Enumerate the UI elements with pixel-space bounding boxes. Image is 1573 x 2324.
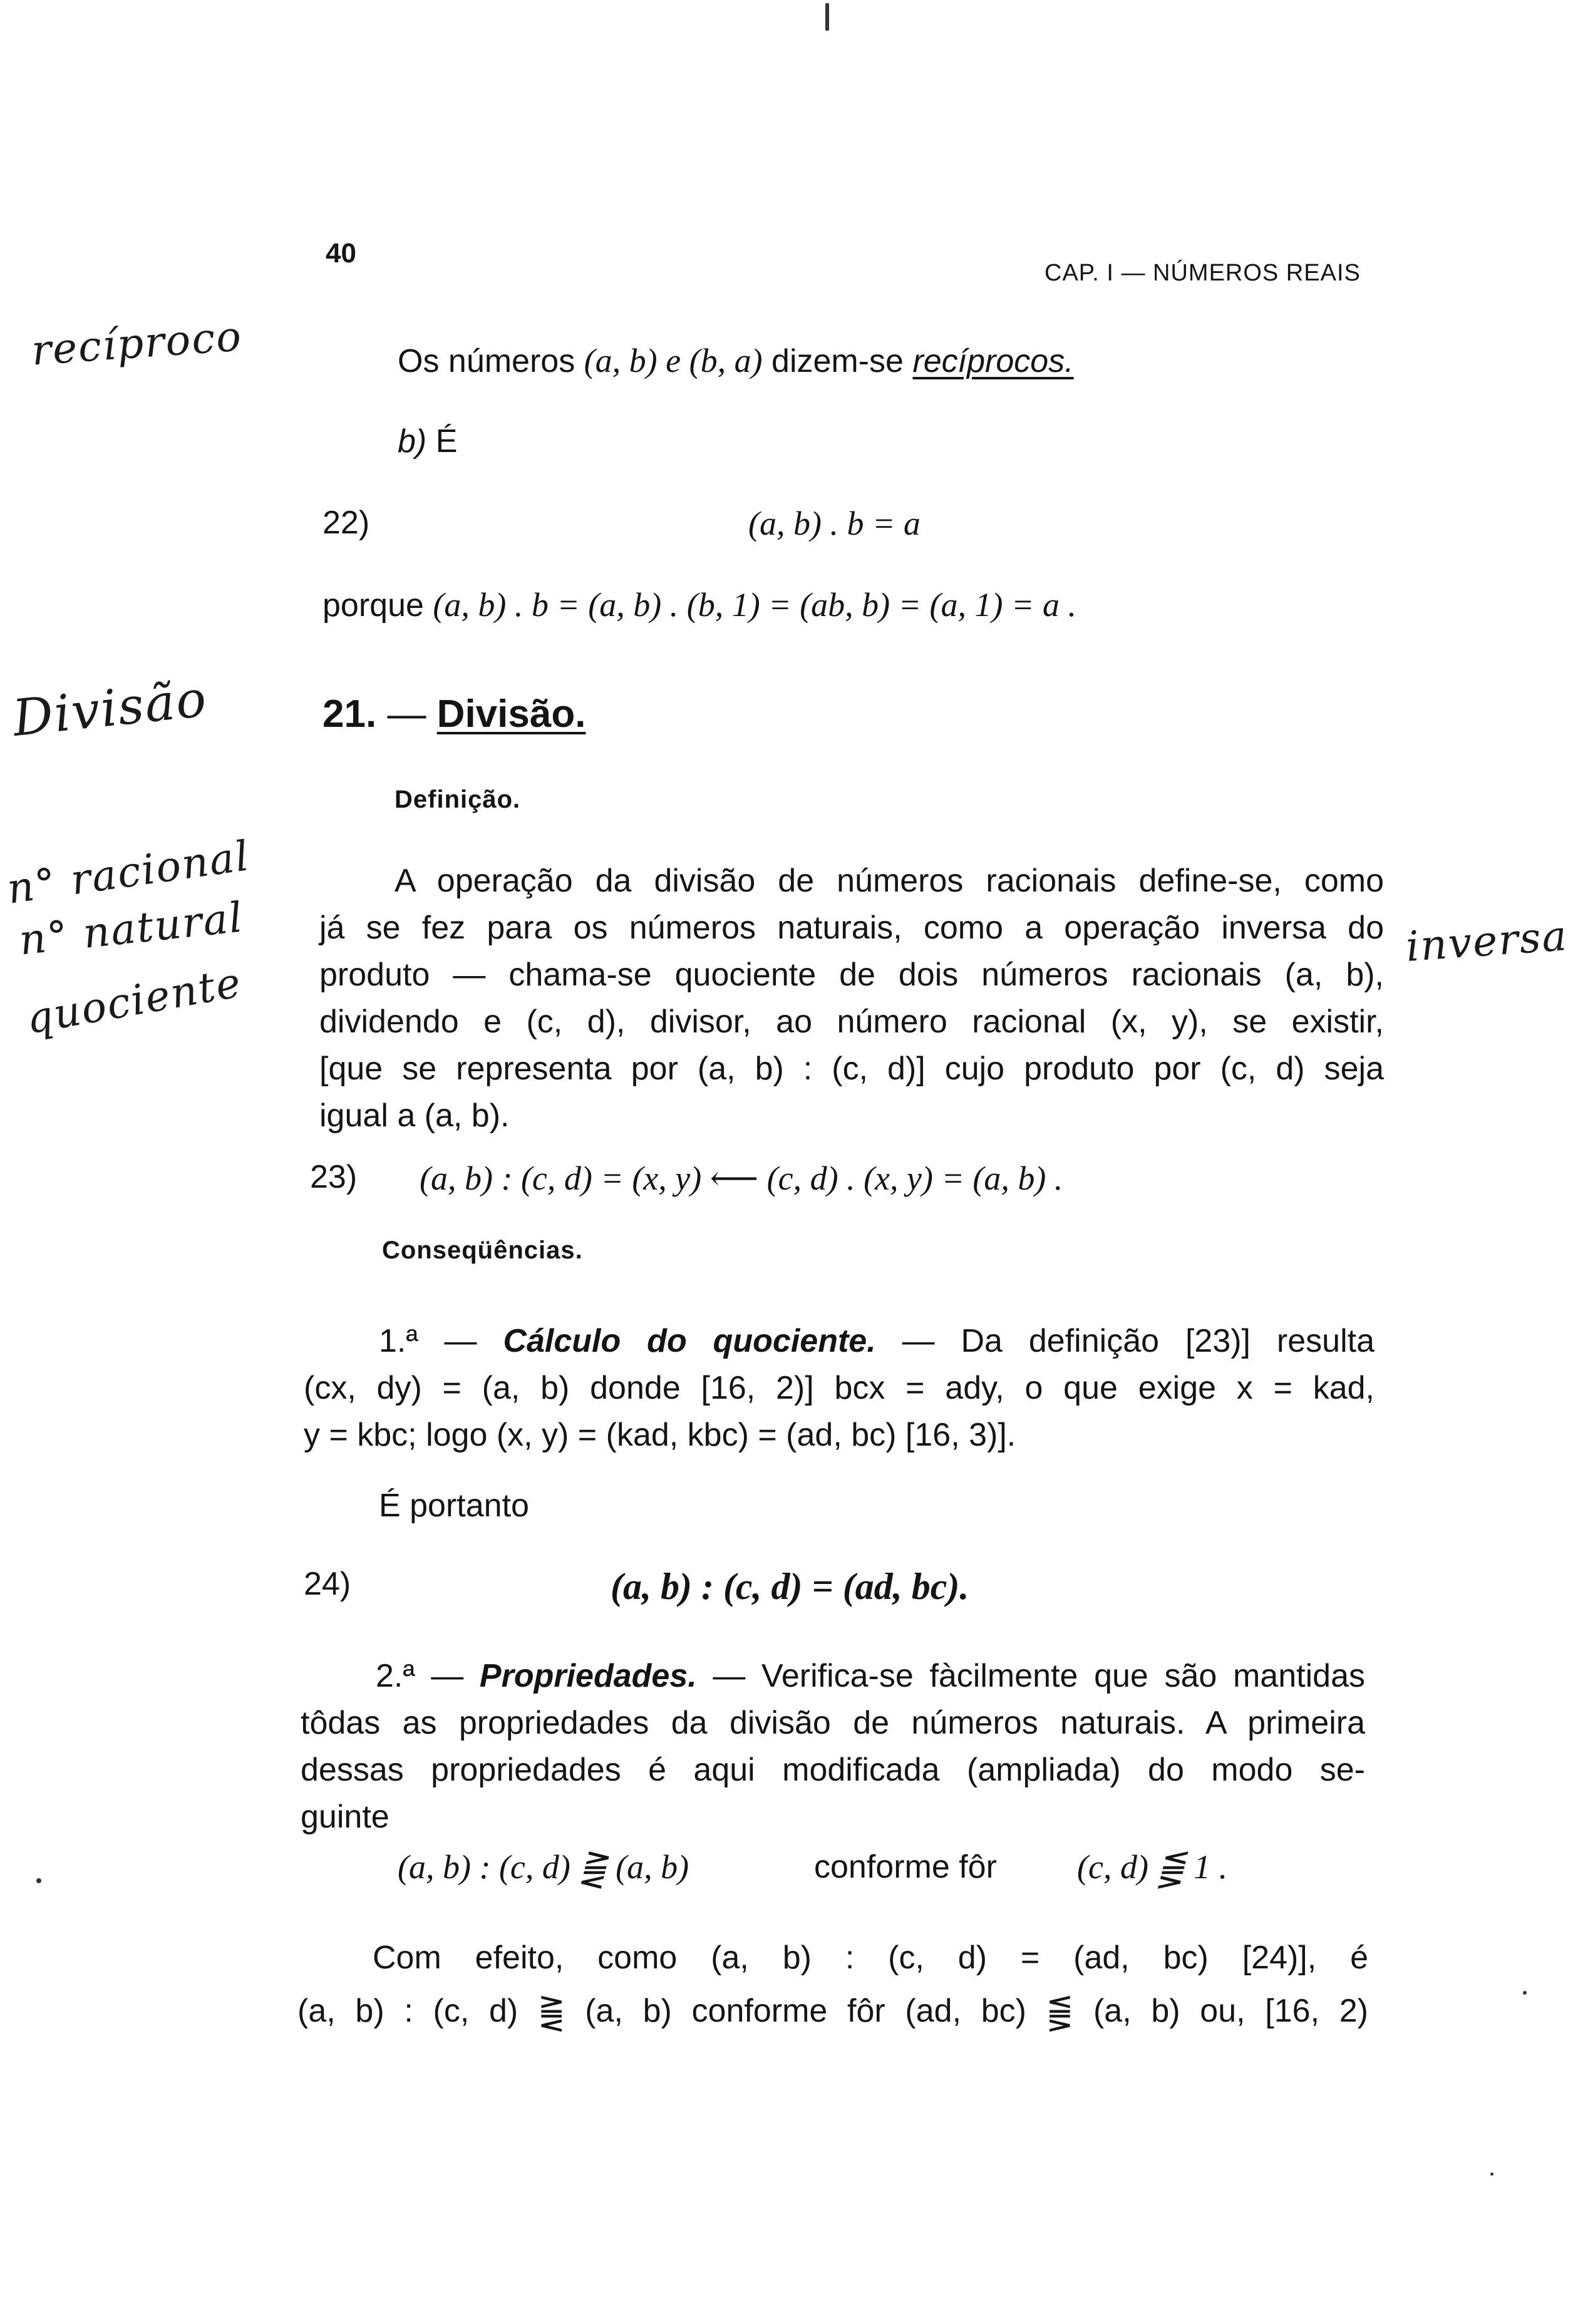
eq24-label: 24) <box>304 1566 351 1602</box>
item2-line: guinte <box>301 1799 389 1835</box>
final-line: (a, b) : (c, d) ⪌ (a, b) conforme fôr (ad, bc) ⪋ (a, b) ou, [16, 2) <box>297 1993 1368 2029</box>
scan-speck <box>1490 2172 1493 2176</box>
margin-note-n-natural: n° natural <box>16 893 246 965</box>
intro-line <box>398 341 1074 380</box>
consequencias-heading: Conseqüências. <box>382 1237 583 1264</box>
eq23-label: 23) <box>310 1159 358 1195</box>
eq22-expression: (a, b) . b = a <box>748 505 921 542</box>
item1-line: — Da definição [23)] resulta <box>902 1323 1374 1359</box>
running-header: CAP. I — NÚMEROS REAIS <box>1044 260 1361 286</box>
item1-paragraph <box>304 1318 1374 1459</box>
definition-line: A operação da divisão de números racionais define-se, como <box>395 863 1384 899</box>
section-dash: — <box>387 692 426 736</box>
section-number: 21. <box>322 692 377 736</box>
eq24-expression: (a, b) : (c, d) = (ad, bc). <box>611 1566 969 1607</box>
item2-ordinal: 2.ª — <box>376 1658 464 1694</box>
definition-line: igual a (a, b). <box>319 1098 510 1134</box>
definition-line: [que se representa por (a, b) : (c, d)] cujo produto por (c, d) seja <box>319 1051 1384 1087</box>
item2-line: — Verifica-se fàcilmente que são mantidas <box>713 1658 1365 1694</box>
item1-line: (cx, dy) = (a, b) donde [16, 2)] bcx = ady, o que exige x = kad, <box>304 1370 1374 1406</box>
term-reciprocos: recíprocos. <box>912 343 1074 379</box>
ineq-right: (c, d) ⪋ 1 . <box>1077 1848 1228 1886</box>
eq23-expression: (a, b) : (c, d) = (x, y) ⟵ (c, d) . (x, y) = (a, b) . <box>420 1159 1063 1197</box>
page-number: 40 <box>326 238 356 269</box>
portanto: É portanto <box>379 1488 529 1524</box>
eq22-label: 22) <box>322 505 370 541</box>
item1-title: Cálculo do quociente. <box>503 1323 876 1359</box>
final-line: Com efeito, como (a, b) : (c, d) = (ad, bc) [24)], é <box>373 1940 1368 1976</box>
intro-rest: dizem-se <box>771 343 904 379</box>
intro-prefix: Os números <box>398 343 575 379</box>
item-b-text: É <box>435 423 458 460</box>
section-title: Divisão. <box>436 692 586 736</box>
scan-speck <box>1523 1991 1527 1995</box>
item2-title: Propriedades. <box>479 1658 697 1694</box>
margin-note-reciproco: recíproco <box>29 312 244 375</box>
definicao-heading: Definição. <box>395 786 521 813</box>
item2-first-line <box>301 1653 1365 1700</box>
definition-line: já se fez para os números naturais, como a operação inversa do <box>319 910 1384 946</box>
item1-ordinal: 1.ª — <box>379 1323 477 1359</box>
definition-paragraph <box>319 858 1384 1139</box>
ineq-middle: conforme fôr <box>814 1849 997 1885</box>
item2-line: tôdas as propriedades da divisão de números naturais. A primeira <box>301 1705 1365 1741</box>
item-b <box>398 423 457 460</box>
ineq-left: (a, b) : (c, d) ⪌ (a, b) <box>398 1848 689 1886</box>
margin-note-inversa: inversa <box>1404 912 1570 971</box>
porque-line <box>322 585 1076 624</box>
scan-speck <box>36 1878 41 1883</box>
scan-speck <box>825 3 829 31</box>
intro-math: (a, b) e (b, a) <box>584 342 763 379</box>
item1-line: y = kbc; logo (x, y) = (kad, kbc) = (ad, bc) [16, 3)]. <box>304 1417 1016 1453</box>
porque-word: porque <box>322 587 424 624</box>
definition-line: dividendo e (c, d), divisor, ao número racional (x, y), se existir, <box>319 1004 1384 1040</box>
porque-expression: (a, b) . b = (a, b) . (b, 1) = (ab, b) = (a, 1) = a . <box>433 586 1076 624</box>
item-b-label: b) <box>398 423 427 460</box>
margin-note-quociente: quociente <box>22 958 245 1044</box>
section-heading <box>322 692 585 736</box>
item2-line: dessas propriedades é aqui modificada (ampliada) do modo se- <box>301 1752 1365 1788</box>
item1-first-line <box>304 1318 1374 1365</box>
margin-note-divisao: Divisão <box>9 669 210 748</box>
definition-line: produto — chama-se quociente de dois números racionais (a, b), <box>319 957 1384 993</box>
margin-note-n-racional: n° racional <box>4 831 253 913</box>
item2-paragraph <box>301 1653 1365 1841</box>
final-paragraph <box>297 1931 1368 2038</box>
